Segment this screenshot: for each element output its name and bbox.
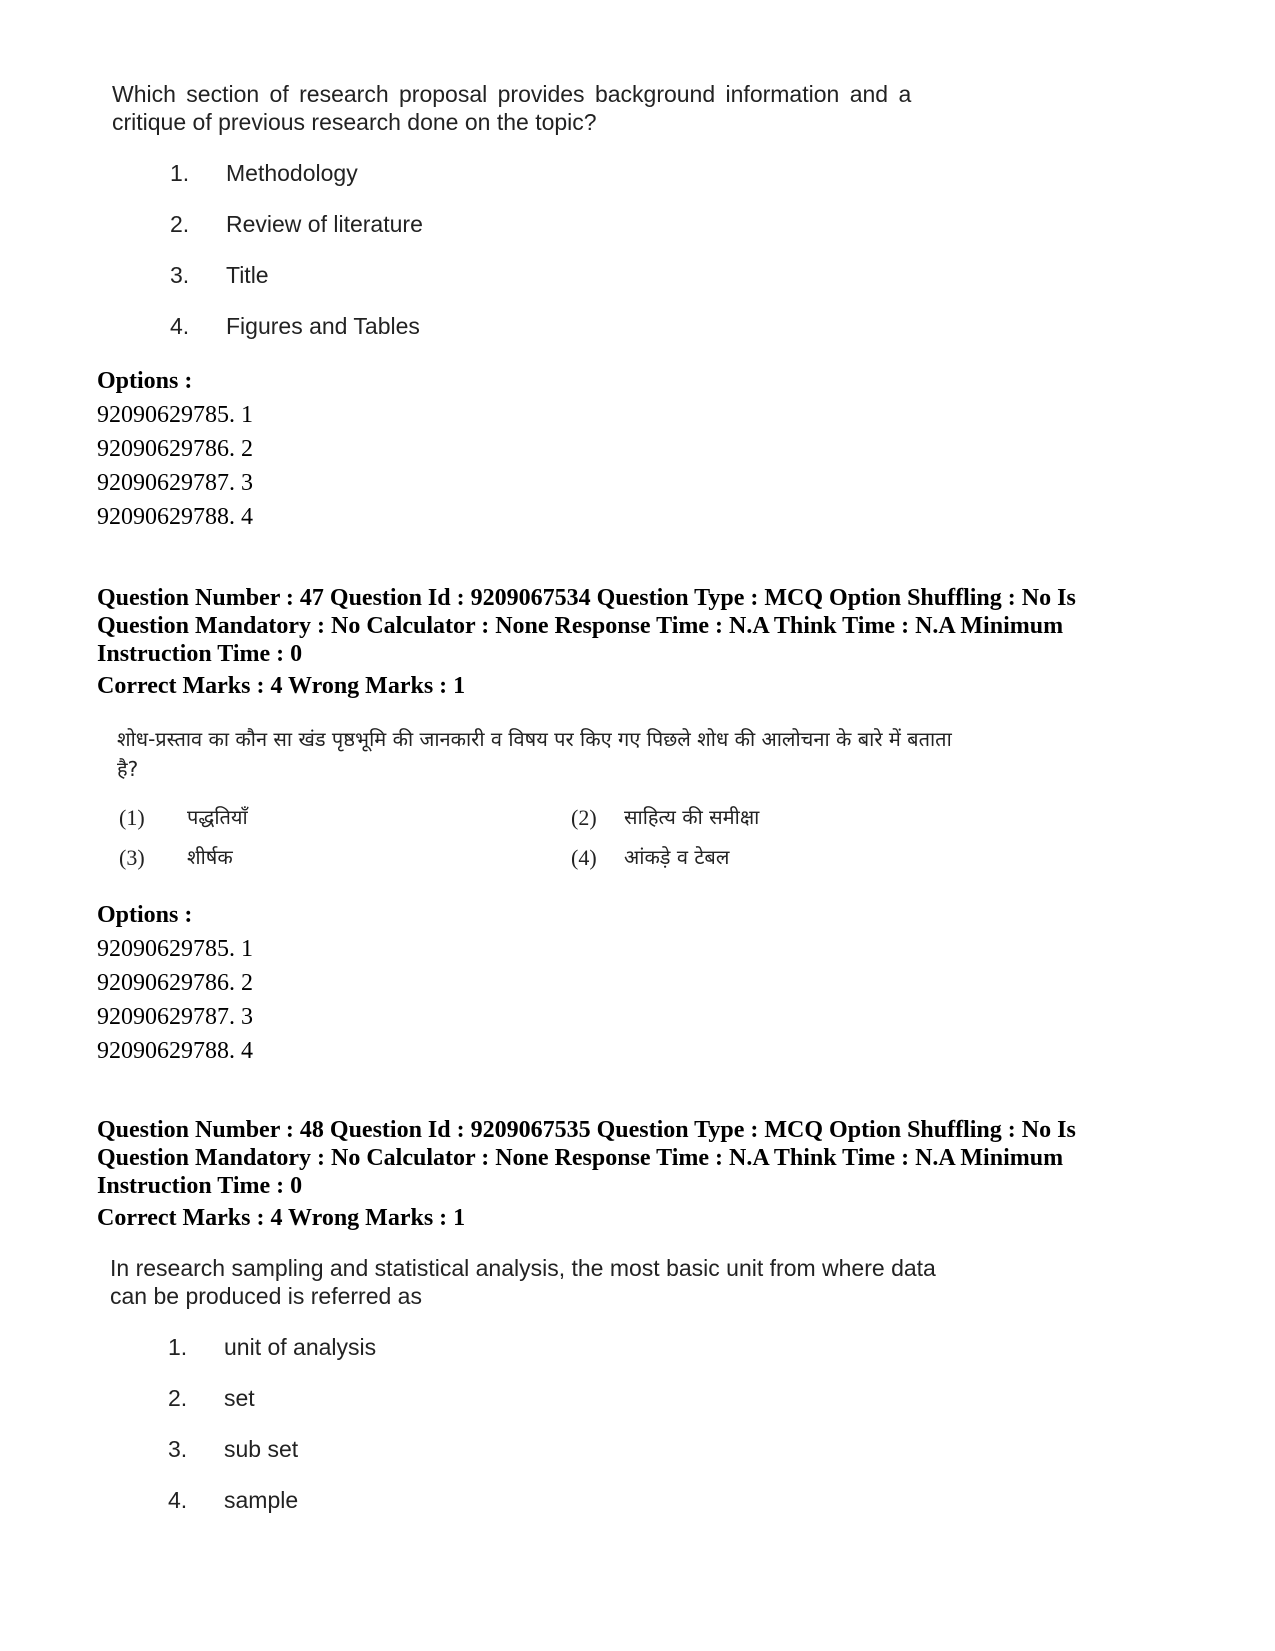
choice-number: 4. — [168, 1487, 188, 1513]
question-meta-line: Question Number : 48 Question Id : 9209067535 Question Type : MCQ Option Shuffling : No Is — [97, 1117, 1076, 1143]
choice-label: unit of analysis — [224, 1334, 377, 1360]
choice-number: 1. — [170, 160, 190, 186]
choice-label: set — [224, 1385, 255, 1411]
option-line: 92090629788. 4 — [97, 1038, 253, 1064]
choice-number: (1) — [119, 805, 145, 830]
question-meta — [97, 584, 1076, 668]
choice-label: पद्धतियाँ — [187, 805, 248, 829]
question-meta — [97, 1116, 1076, 1200]
choice-label: साहित्य की समीक्षा — [624, 805, 760, 829]
question-text-line: can be produced is referred as — [110, 1283, 422, 1309]
choice-number: 2. — [168, 1385, 188, 1411]
question-meta-line: Question Mandatory : No Calculator : None Response Time : N.A Think Time : N.A Minimum — [97, 613, 1064, 639]
choice-label: Title — [226, 262, 269, 288]
choice-number: 3. — [170, 262, 190, 288]
question-text — [112, 80, 911, 136]
choice-label: Figures and Tables — [226, 313, 420, 339]
choice-number: (3) — [119, 845, 145, 870]
choice-number: 3. — [168, 1436, 188, 1462]
options-heading: Options : — [97, 902, 193, 928]
choice-number: 1. — [168, 1334, 188, 1360]
option-line: 92090629786. 2 — [97, 970, 253, 996]
question-meta-line: Instruction Time : 0 — [97, 1173, 303, 1199]
hindi-question-line: है? — [117, 757, 139, 781]
hindi-question-line: शोध-प्रस्ताव का कौन सा खंड पृष्ठभूमि की जानकारी व विषय पर किए गए पिछले शोध की आलोचना के बारे में बताता — [117, 727, 952, 751]
option-line: 92090629785. 1 — [97, 402, 253, 428]
marks-line: Correct Marks : 4 Wrong Marks : 1 — [97, 673, 466, 699]
option-line: 92090629787. 3 — [97, 1004, 253, 1030]
choice-number: (2) — [571, 805, 597, 830]
options-heading: Options : — [97, 368, 193, 394]
question-meta-line: Instruction Time : 0 — [97, 641, 303, 667]
choice-label: sub set — [224, 1436, 299, 1462]
question-meta-line: Question Mandatory : No Calculator : None Response Time : N.A Think Time : N.A Minimum — [97, 1145, 1064, 1171]
question-text-line: In research sampling and statistical analysis, the most basic unit from where data — [110, 1255, 936, 1281]
hindi-question-text — [117, 724, 952, 784]
question-text-line: critique of previous research done on the topic? — [112, 109, 597, 135]
choice-number: 4. — [170, 313, 190, 339]
option-line: 92090629785. 1 — [97, 936, 253, 962]
choice-label: Methodology — [226, 160, 358, 186]
question-meta-line: Question Number : 47 Question Id : 9209067534 Question Type : MCQ Option Shuffling : No Is — [97, 585, 1076, 611]
choice-label: शीर्षक — [187, 845, 233, 869]
marks-line: Correct Marks : 4 Wrong Marks : 1 — [97, 1205, 466, 1231]
question-text — [110, 1254, 936, 1310]
choice-label: sample — [224, 1487, 299, 1513]
choice-label: Review of literature — [226, 211, 423, 237]
option-line: 92090629786. 2 — [97, 436, 253, 462]
option-line: 92090629787. 3 — [97, 470, 253, 496]
option-line: 92090629788. 4 — [97, 504, 253, 530]
choice-number: (4) — [571, 845, 597, 870]
choice-label: आंकड़े व टेबल — [624, 845, 730, 869]
choice-number: 2. — [170, 211, 190, 237]
question-text-line: Which section of research proposal provides background information and a — [112, 81, 912, 107]
